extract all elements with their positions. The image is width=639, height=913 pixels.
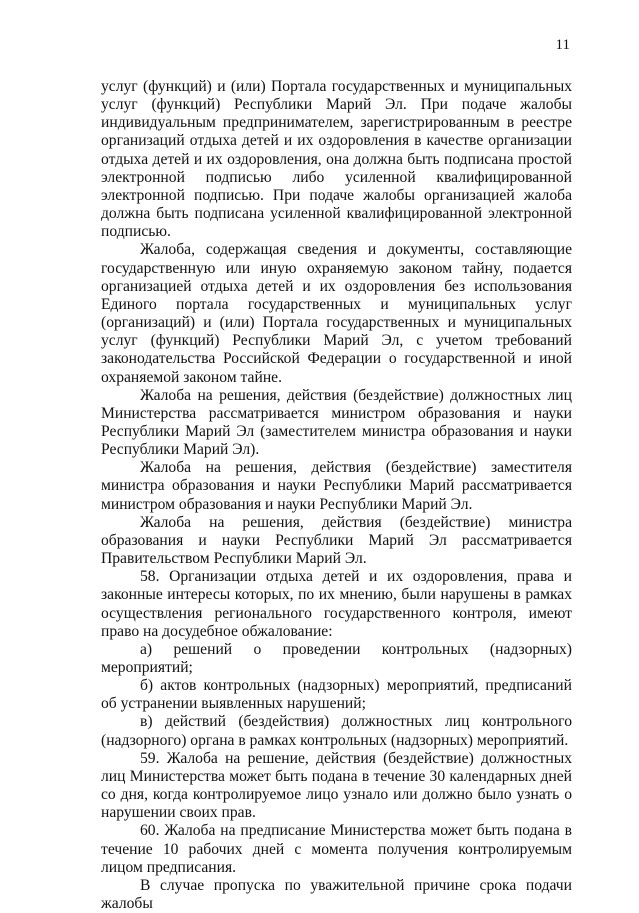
page-number: 11 [555, 37, 570, 53]
list-item-b: б) актов контрольных (надзорных) мероприятий, предписаний об устранении выявленных нарушений; [101, 677, 572, 713]
paragraph-item-59: 59. Жалоба на решение, действия (бездействие) должностных лиц Министерства может быть подана в течение 30 календарных дней со дня, когда контролируемое лицо узнало или должно было узнать о нарушении своих прав. [101, 749, 572, 822]
paragraph-minister-complaint: Жалоба на решения, действия (бездействие) министра образования и науки Республики Марий Эл рассматривается Правительством Республики Марий Эл. [101, 513, 572, 568]
paragraph-item-60: 60. Жалоба на предписание Министерства может быть подана в течение 10 рабочих дней с момента получения контролируемым лицом предписания. [101, 822, 572, 876]
paragraph-state-secret-complaint: Жалоба, содержащая сведения и документы, составляющие государственную или иную охраняемую законом тайну, подается организацией отдыха детей и их оздоровления без использования Единого портала государственных и муниципальных услуг (организаций) и (или) Портала государственных и муниципальных услуг (функций) Республики Марий Эл, с учетом требований законодательства Российской Федерации о государственной и иной охраняемой законом тайне. [101, 241, 572, 386]
paragraph-deputy-minister-complaint: Жалоба на решения, действия (бездействие) заместителя министра образования и науки Республики Марий рассматривается министром образования и науки Республики Марий Эл. [101, 459, 572, 513]
document-body [101, 78, 572, 913]
paragraph-deadline-missed: В случае пропуска по уважительной причине срока подачи жалобы [101, 876, 572, 913]
paragraph-officials-complaint: Жалоба на решения, действия (бездействие) должностных лиц Министерства рассматривается министром образования и науки Республики Марий Эл (заместителем министра образования и науки Республики Марий Эл). [101, 386, 572, 459]
paragraph-item-58: 58. Организации отдыха детей и их оздоровления, права и законные интересы которых, по их мнению, были нарушены в рамках осуществления регионального государственного контроля, имеют право на досудебное обжалование: [101, 568, 572, 640]
paragraph-continuation: услуг (функций) и (или) Портала государственных и муниципальных услуг (функций) Республики Марий Эл. При подаче жалобы индивидуальным предпринимателем, зарегистрированным в реестре организаций отдыха детей и их оздоровления в качестве организации отдыха детей и их оздоровления, она должна быть подписана простой электронной подписью либо усиленной квалифицированной электронной подписью. При подаче жалобы организацией жалоба должна быть подписана усиленной квалифицированной электронной подписью. [101, 78, 572, 241]
list-item-c: в) действий (бездействия) должностных лиц контрольного (надзорного) органа в рамках контрольных (надзорных) мероприятий. [101, 713, 572, 749]
list-item-a: а) решений о проведении контрольных (надзорных) мероприятий; [101, 640, 572, 676]
